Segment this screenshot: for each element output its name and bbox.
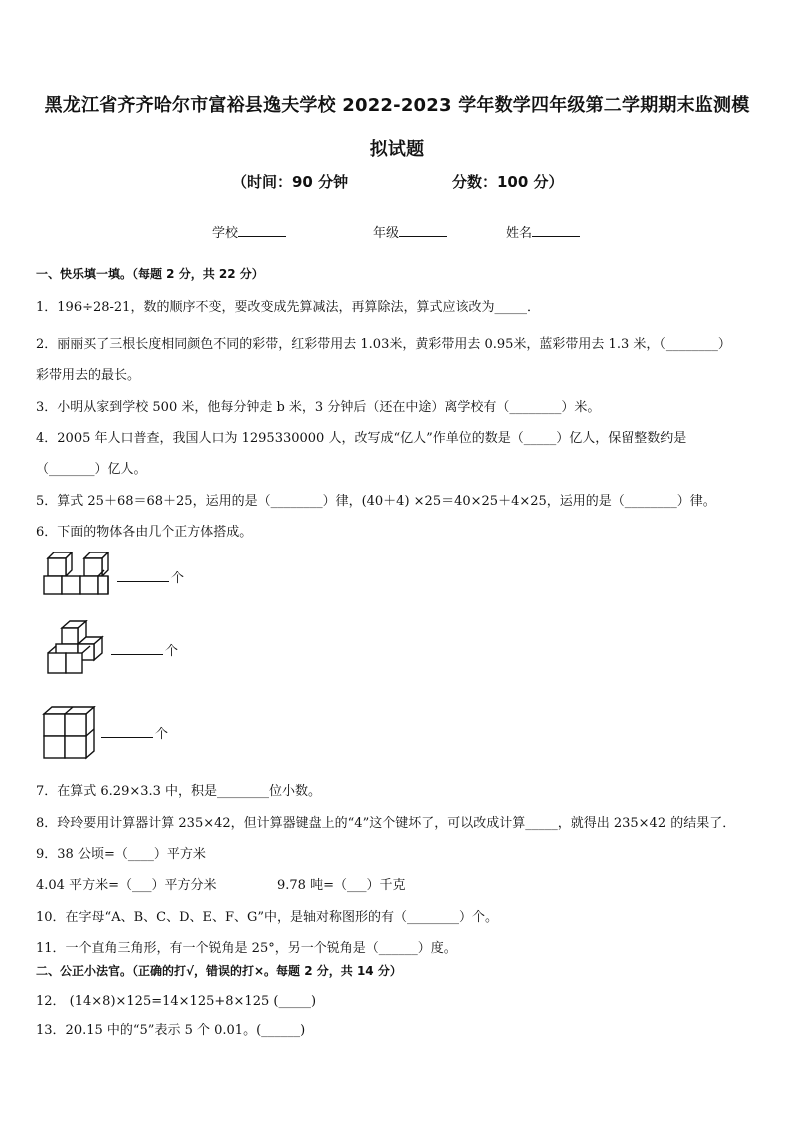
question-3: 3．小明从家到学校 500 米，他每分钟走 b 米，3 分钟后（还在中途）离学校有（________）米。 — [36, 400, 601, 415]
name-field — [506, 222, 580, 241]
school-field — [212, 222, 286, 241]
school-blank[interactable] — [238, 224, 286, 237]
time-label: （时间：90 分钟 — [232, 173, 349, 191]
answer-3-blank[interactable] — [101, 725, 153, 738]
question-1: 1．196÷28-21，数的顺序不变，要改变成先算减法，再算除法，算式应该改为_____． — [36, 300, 540, 315]
section-1-heading: 一、快乐填一填。（每题 2 分，共 22 分） — [36, 267, 264, 281]
question-2-line-2: 彩带用去的最长。 — [36, 368, 141, 383]
score-label: 分数：100 分） — [452, 173, 564, 191]
question-2-line-1: 2．丽丽买了三根长度相同颜色不同的彩带，红彩带用去 1.03米，黄彩带用去 0.95米，蓝彩带用去 1.3 米，（________） — [36, 337, 731, 352]
grade-label: 年级 — [373, 226, 400, 241]
question-10: 10．在字母“A、B、C、D、E、F、G”中，是轴对称图形的有（________）个。 — [36, 910, 499, 925]
answer-1-blank[interactable] — [117, 569, 169, 582]
question-8: 8．玲玲要用计算器计算 235×42，但计算器键盘上的“4”这个键坏了，可以改成计算_____，就得出 235×42 的结果了． — [36, 816, 736, 831]
cube-figure-3 — [42, 706, 98, 766]
answer-3 — [101, 723, 168, 742]
answer-3-unit: 个 — [155, 727, 169, 742]
grade-field — [373, 222, 447, 241]
title-line-2: 拟试题 — [369, 139, 425, 160]
question-11: 11．一个直角三角形，有一个锐角是 25°，另一个锐角是（______）度。 — [36, 941, 457, 956]
cube-figure-1 — [42, 552, 114, 602]
question-12: 12． (14×8)×125=14×125+8×125 (_____) — [36, 994, 317, 1009]
answer-2 — [111, 640, 178, 659]
question-6: 6．下面的物体各由几个正方体搭成。 — [36, 525, 253, 540]
cube-figure-3-drawing — [42, 706, 98, 762]
cube-figure-2 — [46, 620, 108, 682]
answer-1-unit: 个 — [171, 571, 185, 586]
question-13: 13．20.15 中的“5”表示 5 个 0.01。(______) — [36, 1023, 306, 1038]
question-9-part-2: 4.04 平方米=（___）平方分米 — [36, 878, 217, 893]
question-9: 9．38 公顷=（____）平方米 — [36, 847, 206, 862]
cube-figure-2-drawing — [46, 620, 108, 678]
exam-title — [20, 84, 774, 172]
grade-blank[interactable] — [399, 224, 447, 237]
question-9-part-3: 9.78 吨=（___）千克 — [277, 878, 406, 893]
school-label: 学校 — [212, 226, 239, 241]
section-2-heading: 二、公正小法官。（正确的打√，错误的打×。每题 2 分，共 14 分） — [36, 964, 402, 978]
question-7: 7．在算式 6.29×3.3 中，积是________位小数。 — [36, 784, 322, 799]
title-line-1: 黑龙江省齐齐哈尔市富裕县逸夫学校 2022-2023 学年数学四年级第二学期期末监测模 — [44, 95, 750, 116]
answer-2-blank[interactable] — [111, 642, 163, 655]
name-label: 姓名 — [506, 226, 533, 241]
name-blank[interactable] — [532, 224, 580, 237]
answer-1 — [117, 567, 184, 586]
cube-figure-1-drawing — [42, 552, 114, 598]
question-4-line-2: （_______）亿人。 — [36, 462, 147, 477]
question-4-line-1: 4．2005 年人口普查，我国人口为 1295330000 人，改写成“亿人”作单位的数是（_____）亿人，保留整数约是 — [36, 431, 687, 446]
question-5: 5．算式 25＋68＝68＋25，运用的是（________）律，(40＋4) ×25＝40×25＋4×25，运用的是（________）律。 — [36, 494, 716, 509]
answer-2-unit: 个 — [165, 644, 179, 659]
